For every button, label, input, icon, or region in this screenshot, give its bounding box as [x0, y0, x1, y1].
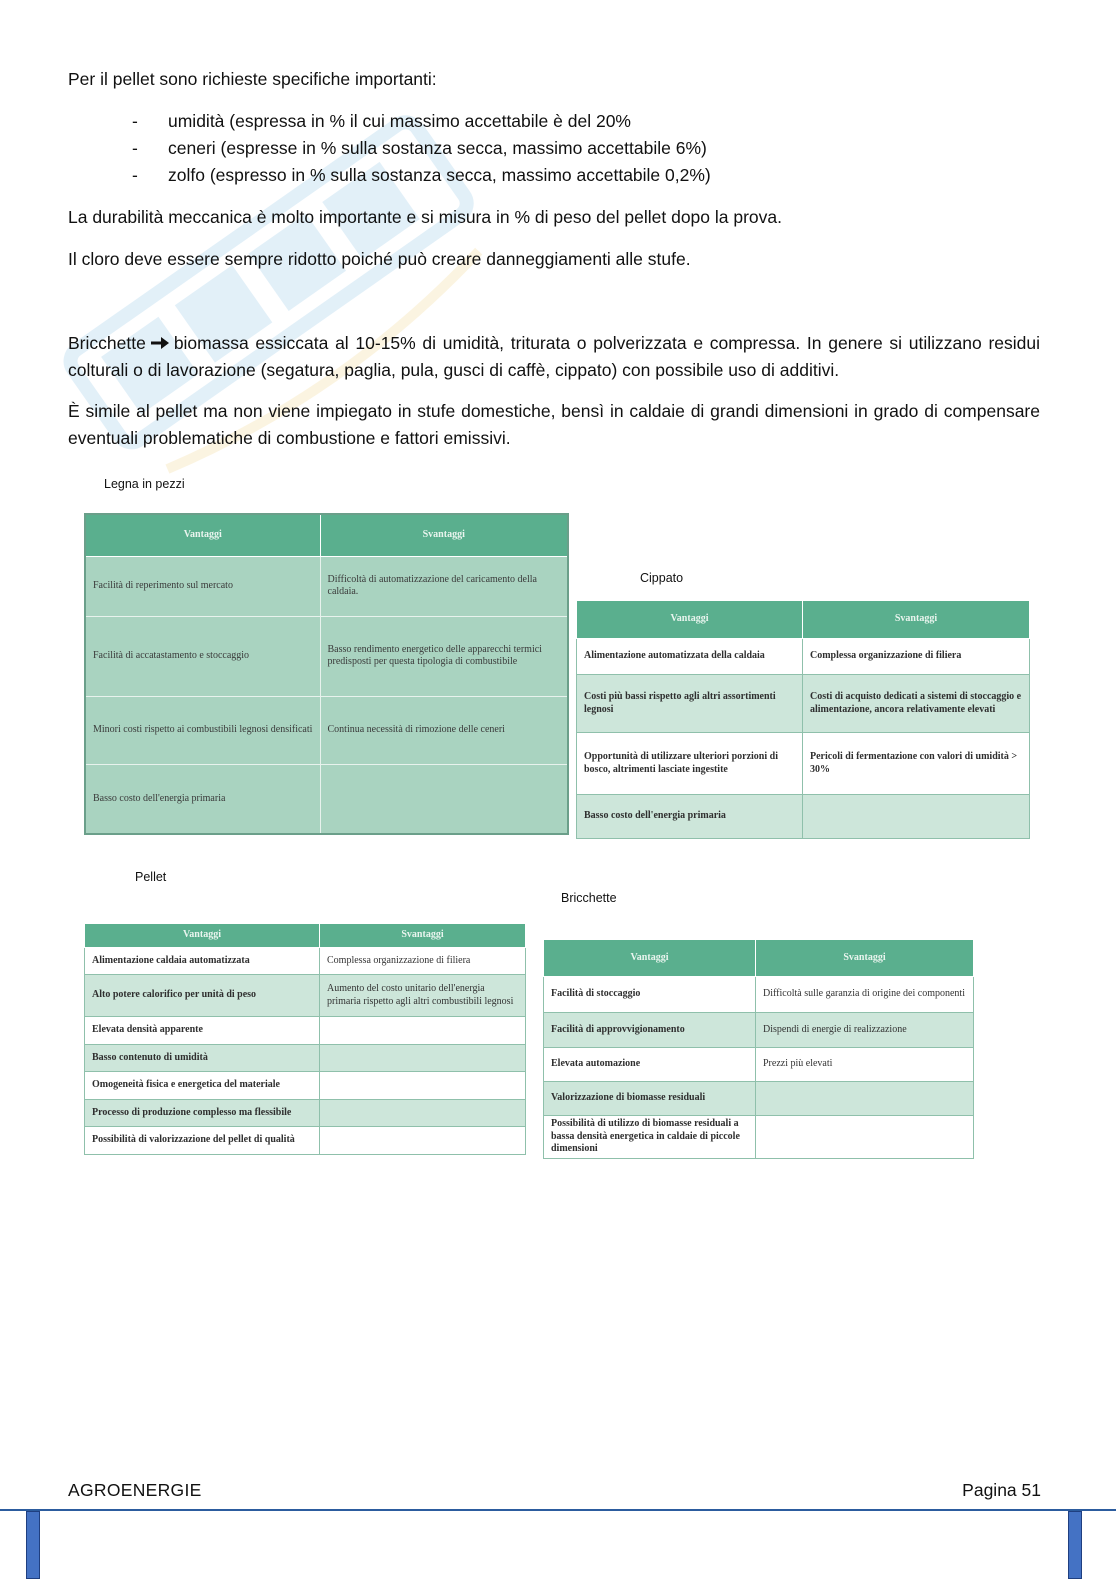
chlorine-text: Il cloro deve essere sempre ridotto poiché può creare danneggiamenti alle stufe.: [68, 249, 691, 269]
header-svantaggi: Svantaggi: [756, 940, 974, 977]
header-svantaggi: Svantaggi: [320, 514, 568, 556]
footer-bar-left: [26, 1511, 40, 1579]
table-row: Opportunità di utilizzare ulteriori porzioni di bosco, altrimenti lasciate ingestite Pericoli di fermentazione con valori di umidità > 30%: [577, 733, 1030, 795]
table-title-legna: Legna in pezzi: [104, 477, 185, 491]
header-svantaggi: Svantaggi: [803, 601, 1030, 639]
header-vantaggi: Vantaggi: [544, 940, 756, 977]
table-row: Possibilità di valorizzazione del pellet di qualità: [85, 1127, 526, 1155]
footer-title: AGROENERGIE: [68, 1480, 202, 1500]
table-pellet: [84, 923, 526, 1155]
durability-text: La durabilità meccanica è molto importante e si misura in % di peso del pellet dopo la prova.: [68, 207, 782, 227]
footer-divider: [0, 1509, 1116, 1511]
table-row: Minori costi rispetto ai combustibili legnosi densificati Continua necessità di rimozione delle ceneri: [85, 696, 568, 764]
table-row: Elevata automazione Prezzi più elevati: [544, 1048, 974, 1082]
table-row: Elevata densità apparente: [85, 1017, 526, 1045]
table-row: Basso costo dell'energia primaria: [85, 764, 568, 834]
table-legna: [84, 513, 569, 835]
table-row: Facilità di stoccaggio Difficoltà sulle garanzia di origine dei componenti: [544, 977, 974, 1013]
table-row: Alimentazione caldaia automatizzata Complessa organizzazione di filiera: [85, 948, 526, 975]
header-vantaggi: Vantaggi: [85, 924, 320, 948]
footer-bar-right: [1068, 1511, 1082, 1579]
table-row: Facilità di accatastamento e stoccaggio Basso rendimento energetico delle apparecchi termici predisposti per questa tipologia di combustibile: [85, 616, 568, 696]
table-row: Basso costo dell'energia primaria: [577, 795, 1030, 839]
table-row: Basso contenuto di umidità: [85, 1045, 526, 1072]
spec-list: [68, 108, 711, 189]
table-row: Possibilità di utilizzo di biomasse residuali a bassa densità energetica in caldaie di piccole dimensioni: [544, 1116, 974, 1159]
intro-text: Per il pellet sono richieste specifiche importanti:: [68, 69, 437, 89]
bricchette-comparison: È simile al pellet ma non viene impiegato in stufe domestiche, bensì in caldaie di grandi dimensioni in grado di compensare eventuali problematiche di combustione e fattori emissivi.: [68, 401, 1040, 448]
table-row: Omogeneità fisica e energetica del materiale: [85, 1072, 526, 1100]
list-item: - ceneri (espresse in % sulla sostanza secca, massimo accettabile 6%): [132, 138, 707, 158]
header-vantaggi: Vantaggi: [577, 601, 803, 639]
table-row: Facilità di approvvigionamento Dispendi di energie di realizzazione: [544, 1013, 974, 1048]
table-title-cippato: Cippato: [640, 571, 684, 585]
table-title-bricchette: Bricchette: [561, 891, 617, 905]
right-arrow-icon: [150, 336, 170, 350]
page-number: Pagina 51: [962, 1480, 1041, 1500]
table-row: Alimentazione automatizzata della caldaia Complessa organizzazione di filiera: [577, 639, 1030, 675]
table-title-pellet: Pellet: [135, 870, 167, 884]
header-svantaggi: Svantaggi: [320, 924, 526, 948]
list-item: - umidità (espressa in % il cui massimo accettabile è del 20%: [132, 111, 631, 131]
table-row: Costi più bassi rispetto agli altri assortimenti legnosi Costi di acquisto dedicati a sistemi di stoccaggio e alimentazione, ancora relativamente elevati: [577, 675, 1030, 733]
table-row: Valorizzazione di biomasse residuali: [544, 1082, 974, 1116]
header-vantaggi: Vantaggi: [85, 514, 320, 556]
list-item: - zolfo (espresso in % sulla sostanza secca, massimo accettabile 0,2%): [132, 165, 711, 185]
table-row: Facilità di reperimento sul mercato Difficoltà di automatizzazione del caricamento della caldaia.: [85, 556, 568, 616]
table-bricchette: [543, 939, 974, 1159]
table-cippato: [576, 600, 1030, 839]
bricchette-definition: Bricchette biomassa essiccata al 10-15% di umidità, triturata o polverizzata e compressa. In genere si utilizzano residui colturali o di lavorazione (segatura, paglia, pula, gusci di caffè, cippato) con possibile uso di additivi.: [68, 333, 1040, 380]
bricchette-term: Bricchette: [68, 333, 146, 353]
table-row: Alto potere calorifico per unità di peso Aumento del costo unitario dell'energia primaria rispetto agli altri combustibili legnosi: [85, 975, 526, 1017]
table-row: Processo di produzione complesso ma flessibile: [85, 1100, 526, 1127]
